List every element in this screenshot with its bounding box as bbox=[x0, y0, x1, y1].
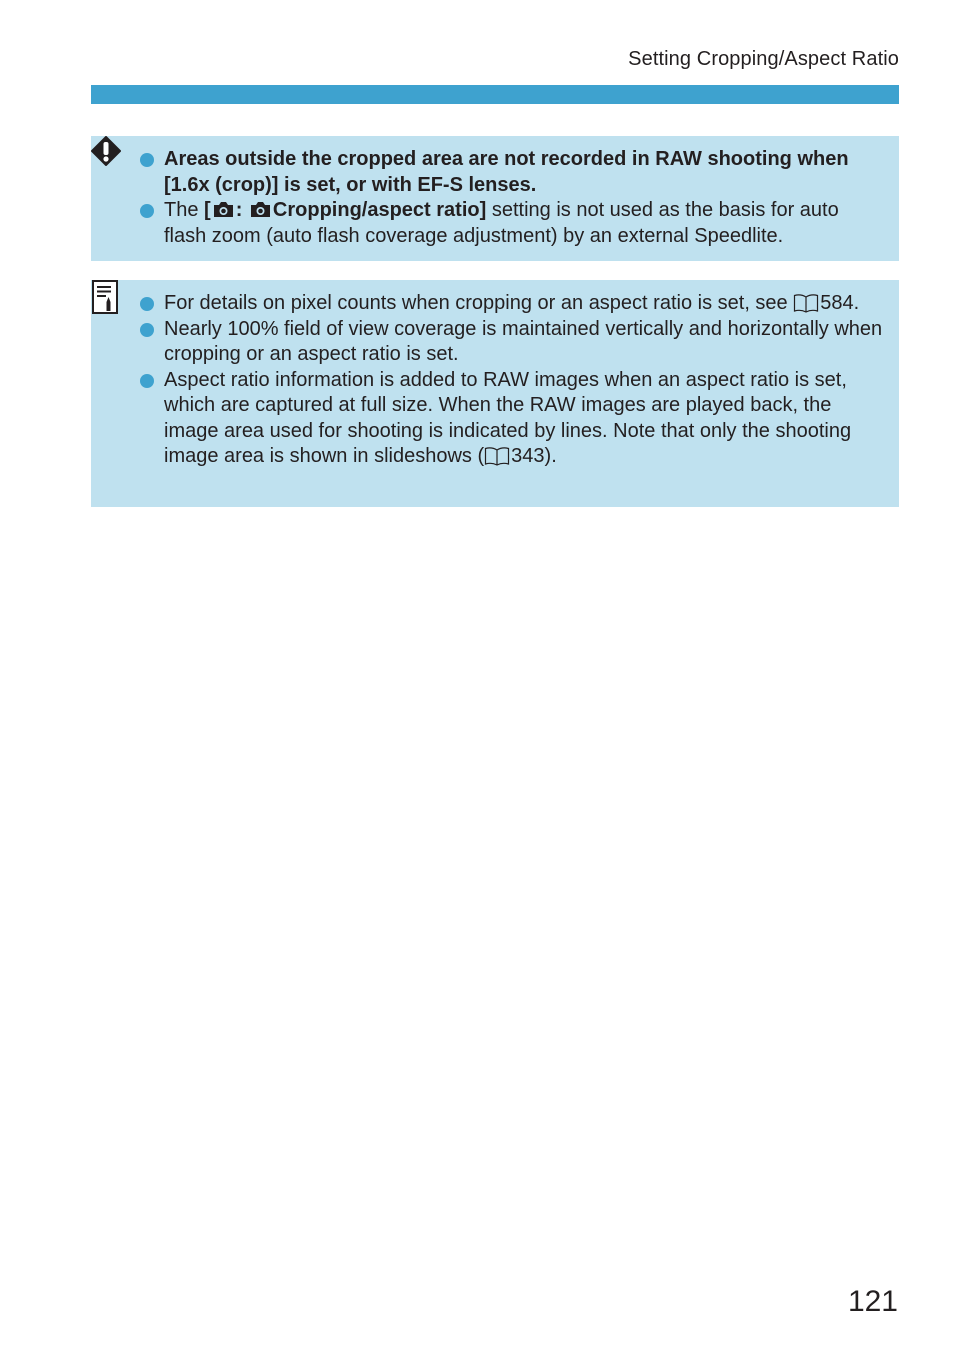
note-item bbox=[139, 317, 885, 368]
menu-ref-colon: : bbox=[235, 199, 248, 221]
page-ref: 584 bbox=[820, 292, 854, 314]
note-item bbox=[139, 291, 885, 317]
page-number: 121 bbox=[847, 1285, 898, 1318]
page-ref: 343 bbox=[511, 445, 545, 467]
camera-icon bbox=[250, 201, 271, 218]
note-item-text: Nearly 100% field of view coverage is maintained vertically and horizontally when cropping or an aspect ratio is set. bbox=[164, 317, 883, 365]
bullet-icon bbox=[140, 374, 154, 388]
note-item-text: Aspect ratio information is added to RAW images when an aspect ratio is set, which are captured at full size. When the RAW images are played back, the image area used for shooting is indicated by lines. Note that only the shooting image area is shown in slideshows ( bbox=[164, 368, 852, 467]
memo-icon bbox=[91, 280, 119, 314]
caution-icon bbox=[91, 136, 121, 166]
bullet-icon bbox=[140, 323, 154, 337]
caution-item-text: Areas outside the cropped area are not recorded in RAW shooting when [1.6x (crop)] is set, or with EF-S lenses. bbox=[164, 148, 849, 196]
note-item-end: . bbox=[853, 292, 860, 314]
bullet-icon bbox=[140, 204, 154, 218]
running-header: Setting Cropping/Aspect Ratio bbox=[628, 48, 899, 70]
book-icon bbox=[793, 293, 819, 313]
caution-item bbox=[139, 198, 885, 249]
caution-box bbox=[91, 136, 899, 261]
note-box bbox=[91, 280, 899, 507]
note-item-text: For details on pixel counts when cropping or an aspect ratio is set, see bbox=[164, 292, 794, 314]
bullet-icon bbox=[140, 297, 154, 311]
menu-ref-open: [ bbox=[204, 199, 211, 221]
menu-ref-setting: Cropping/aspect ratio] bbox=[272, 199, 487, 221]
header-bar bbox=[91, 85, 899, 104]
caution-item-pre: The bbox=[164, 199, 205, 221]
bullet-icon bbox=[140, 153, 154, 167]
note-item-end: ). bbox=[544, 445, 557, 467]
book-icon bbox=[484, 446, 510, 466]
caution-item-post: setting is not used as the basis for auto flash zoom (auto flash coverage adjustment) by an external Speedlite. bbox=[164, 199, 839, 247]
note-item bbox=[139, 368, 885, 470]
camera-icon bbox=[213, 201, 234, 218]
caution-item bbox=[139, 147, 885, 198]
